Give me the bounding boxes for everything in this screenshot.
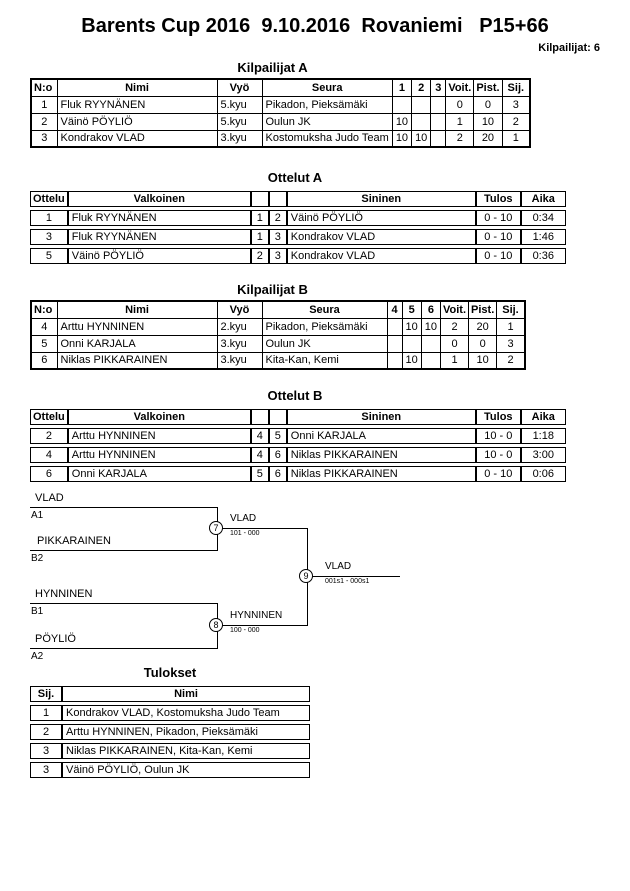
- table-row: [30, 724, 310, 740]
- section-title-ottelut-b: Ottelut B: [267, 388, 323, 403]
- table-ottelut-a: [30, 188, 566, 267]
- table-cell: Onni KARJALA: [68, 466, 251, 482]
- table-cell: [392, 96, 411, 113]
- column-header: Sininen: [287, 191, 476, 207]
- bracket-match-number: 9: [299, 569, 313, 583]
- table-cell: [412, 96, 431, 113]
- table-row: [30, 210, 566, 226]
- table-cell: 0: [441, 335, 469, 352]
- table-cell: 5: [30, 248, 68, 264]
- column-header: N:o: [31, 79, 57, 96]
- table-cell: 2: [30, 724, 62, 740]
- table-row: [31, 352, 525, 369]
- table-cell: 0 - 10: [476, 248, 521, 264]
- table-cell: 4: [251, 447, 269, 463]
- bracket-line: [217, 625, 307, 626]
- table-cell: 1: [251, 210, 269, 226]
- table-cell: Arttu HYNNINEN: [68, 428, 251, 444]
- table-cell: 0:36: [521, 248, 566, 264]
- table-cell: [402, 335, 421, 352]
- bracket-line: [217, 528, 307, 529]
- table-cell: Niklas PIKKARAINEN: [57, 352, 217, 369]
- column-header: Aika: [521, 191, 566, 207]
- table-cell: Fluk RYYNÄNEN: [68, 210, 251, 226]
- bracket-competitor-name: HYNNINEN: [35, 588, 93, 600]
- table-cell: 1:46: [521, 229, 566, 245]
- table-cell: [387, 318, 402, 335]
- section-title-kilpailijat-b: Kilpailijat B: [237, 282, 308, 297]
- table-tulokset: [30, 683, 310, 781]
- table-cell: Oulun JK: [262, 335, 387, 352]
- header-row: [30, 409, 566, 425]
- header-row: [30, 686, 310, 702]
- table-cell: 10: [402, 352, 421, 369]
- bracket-seed: B1: [31, 606, 44, 617]
- column-header: Sininen: [287, 409, 476, 425]
- table-cell: Kondrakov VLAD: [287, 248, 476, 264]
- table-cell: 0: [474, 96, 502, 113]
- table-cell: Oulun JK: [262, 113, 392, 130]
- table-cell: Väinö PÖYLIÖ: [287, 210, 476, 226]
- bracket-seed: B2: [31, 553, 44, 564]
- table-cell: 3: [502, 96, 530, 113]
- bracket-score: 100 - 000: [230, 627, 260, 634]
- table-cell: Kostomuksha Judo Team: [262, 130, 392, 147]
- table-cell: 3.kyu: [217, 352, 262, 369]
- bracket-match-number: 8: [209, 618, 223, 632]
- table-cell: [387, 335, 402, 352]
- table-cell: Onni KARJALA: [287, 428, 476, 444]
- table-cell: 2: [31, 113, 57, 130]
- bracket-line: [30, 648, 218, 649]
- table-cell: Kondrakov VLAD: [287, 229, 476, 245]
- column-header: Valkoinen: [68, 409, 251, 425]
- column-header: Tulos: [476, 191, 521, 207]
- table-cell: 1: [446, 113, 474, 130]
- table-cell: 3: [30, 762, 62, 778]
- column-header: Voit.: [441, 301, 469, 318]
- table-cell: Arttu HYNNINEN: [68, 447, 251, 463]
- bracket-winner-name: VLAD: [325, 561, 352, 572]
- table-cell: 6: [30, 466, 68, 482]
- table-cell: 2: [497, 352, 525, 369]
- bracket-competitor-name: VLAD: [35, 492, 64, 504]
- table-ottelut-b: [30, 406, 566, 485]
- table-cell: 3: [269, 248, 287, 264]
- table-cell: 2: [441, 318, 469, 335]
- table-cell: 10 - 0: [476, 447, 521, 463]
- table-cell: Kondrakov VLAD, Kostomuksha Judo Team: [62, 705, 310, 721]
- table-cell: 0:34: [521, 210, 566, 226]
- table-row: [31, 318, 525, 335]
- table-cell: 3.kyu: [217, 130, 262, 147]
- table-row: [30, 705, 310, 721]
- table-row: [30, 248, 566, 264]
- table-cell: 5.kyu: [217, 96, 262, 113]
- table-cell: 1: [251, 229, 269, 245]
- table-cell: 10: [421, 318, 440, 335]
- table-cell: 10 - 0: [476, 428, 521, 444]
- column-header: Aika: [521, 409, 566, 425]
- bracket-winner-name: VLAD: [230, 513, 257, 524]
- table-cell: Arttu HYNNINEN, Pikadon, Pieksämäki: [62, 724, 310, 740]
- table-row: [31, 335, 525, 352]
- table-cell: 0 - 10: [476, 229, 521, 245]
- table-cell: Fluk RYYNÄNEN: [68, 229, 251, 245]
- table-cell: 5: [31, 335, 57, 352]
- page-title: Barents Cup 2016 9.10.2016 Rovaniemi P15+66: [81, 15, 549, 37]
- table-cell: 0 - 10: [476, 210, 521, 226]
- column-header: N:o: [31, 301, 57, 318]
- table-cell: 10: [392, 130, 411, 147]
- column-header: Nimi: [57, 79, 217, 96]
- table-cell: 1: [30, 705, 62, 721]
- table-cell: 10: [412, 130, 431, 147]
- table-cell: 1:18: [521, 428, 566, 444]
- column-header: 4: [387, 301, 402, 318]
- table-cell: 6: [269, 466, 287, 482]
- column-header: Nimi: [62, 686, 310, 702]
- table-cell: Väinö PÖYLIÖ: [68, 248, 251, 264]
- bracket-line: [30, 507, 218, 508]
- table-cell: Pikadon, Pieksämäki: [262, 318, 387, 335]
- table-cell: 3:00: [521, 447, 566, 463]
- table-cell: 0: [446, 96, 474, 113]
- table-cell: [387, 352, 402, 369]
- table-cell: [431, 96, 446, 113]
- column-header: Ottelu: [30, 409, 68, 425]
- table-cell: 6: [31, 352, 57, 369]
- table-cell: Fluk RYYNÄNEN: [57, 96, 217, 113]
- table-cell: 20: [474, 130, 502, 147]
- table-row: [30, 447, 566, 463]
- bracket: [0, 485, 630, 661]
- table-cell: 2: [30, 428, 68, 444]
- table-kilpailijat-b: [30, 300, 526, 370]
- table-cell: Niklas PIKKARAINEN, Kita-Kan, Kemi: [62, 743, 310, 759]
- table-row: [31, 96, 530, 113]
- table-cell: 0: [469, 335, 497, 352]
- table-cell: 6: [269, 447, 287, 463]
- section-title-ottelut-a: Ottelut A: [267, 170, 323, 185]
- table-row: [30, 743, 310, 759]
- table-cell: 1: [502, 130, 530, 147]
- table-row: [30, 762, 310, 778]
- table-cell: Väinö PÖYLIÖ: [57, 113, 217, 130]
- column-header: 5: [402, 301, 421, 318]
- table-cell: Pikadon, Pieksämäki: [262, 96, 392, 113]
- header-row: [31, 79, 530, 96]
- section-title-tulokset: Tulokset: [143, 665, 197, 680]
- table-row: [30, 466, 566, 482]
- table-cell: 2: [251, 248, 269, 264]
- bracket-competitor-name: PIKKARAINEN: [37, 535, 111, 547]
- bracket-line: [30, 603, 218, 604]
- table-cell: Kondrakov VLAD: [57, 130, 217, 147]
- column-header: 6: [421, 301, 440, 318]
- column-header: Sij.: [502, 79, 530, 96]
- table-cell: [431, 130, 446, 147]
- bracket-seed: A1: [31, 510, 44, 521]
- column-header: Seura: [262, 301, 387, 318]
- column-header: Valkoinen: [68, 191, 251, 207]
- table-cell: 4: [251, 428, 269, 444]
- table-cell: [431, 113, 446, 130]
- column-header: Tulos: [476, 409, 521, 425]
- column-header: [251, 191, 269, 207]
- bracket-score: 001s1 - 000s1: [325, 578, 370, 585]
- column-header: Pist.: [474, 79, 502, 96]
- table-cell: Niklas PIKKARAINEN: [287, 447, 476, 463]
- column-header: Ottelu: [30, 191, 68, 207]
- competitor-count: Kilpailijat: 6: [538, 42, 600, 54]
- table-cell: 0:06: [521, 466, 566, 482]
- bracket-score: 101 - 000: [230, 530, 260, 537]
- column-header: 2: [412, 79, 431, 96]
- table-cell: 3: [31, 130, 57, 147]
- table-cell: 2: [446, 130, 474, 147]
- table-cell: 10: [392, 113, 411, 130]
- bracket-line: [30, 550, 218, 551]
- column-header: Sij.: [497, 301, 525, 318]
- table-cell: 2: [269, 210, 287, 226]
- table-cell: 4: [30, 447, 68, 463]
- column-header: 1: [392, 79, 411, 96]
- table-cell: 5.kyu: [217, 113, 262, 130]
- table-cell: 3: [30, 229, 68, 245]
- table-cell: 3: [30, 743, 62, 759]
- table-cell: 5: [269, 428, 287, 444]
- bracket-competitor-name: PÖYLIÖ: [35, 633, 76, 645]
- bracket-line: [307, 576, 400, 577]
- column-header: [251, 409, 269, 425]
- table-cell: 20: [469, 318, 497, 335]
- column-header: Vyö: [217, 79, 262, 96]
- table-cell: 0 - 10: [476, 466, 521, 482]
- table-cell: 1: [497, 318, 525, 335]
- table-cell: 3: [497, 335, 525, 352]
- column-header: Voit.: [446, 79, 474, 96]
- table-cell: 5: [251, 466, 269, 482]
- table-cell: Arttu HYNNINEN: [57, 318, 217, 335]
- bracket-seed: A2: [31, 651, 44, 662]
- column-header: [269, 409, 287, 425]
- column-header: 3: [431, 79, 446, 96]
- section-title-kilpailijat-a: Kilpailijat A: [237, 60, 308, 75]
- bracket-match-number: 7: [209, 521, 223, 535]
- column-header: Seura: [262, 79, 392, 96]
- table-row: [31, 130, 530, 147]
- table-cell: 10: [469, 352, 497, 369]
- table-cell: 1: [441, 352, 469, 369]
- table-cell: 10: [402, 318, 421, 335]
- table-cell: Onni KARJALA: [57, 335, 217, 352]
- table-cell: 2: [502, 113, 530, 130]
- table-cell: [412, 113, 431, 130]
- column-header: Vyö: [217, 301, 262, 318]
- table-row: [30, 428, 566, 444]
- table-cell: 10: [474, 113, 502, 130]
- table-cell: Väinö PÖYLIÖ, Oulun JK: [62, 762, 310, 778]
- table-cell: Kita-Kan, Kemi: [262, 352, 387, 369]
- bracket-winner-name: HYNNINEN: [230, 610, 283, 621]
- table-cell: 2.kyu: [217, 318, 262, 335]
- table-cell: 3.kyu: [217, 335, 262, 352]
- table-cell: 1: [31, 96, 57, 113]
- column-header: [269, 191, 287, 207]
- table-row: [31, 113, 530, 130]
- header-row: [30, 191, 566, 207]
- table-cell: 4: [31, 318, 57, 335]
- table-cell: 3: [269, 229, 287, 245]
- table-cell: [421, 352, 440, 369]
- table-cell: Niklas PIKKARAINEN: [287, 466, 476, 482]
- column-header: Sij.: [30, 686, 62, 702]
- table-cell: [421, 335, 440, 352]
- table-cell: 1: [30, 210, 68, 226]
- table-row: [30, 229, 566, 245]
- header-row: [31, 301, 525, 318]
- column-header: Nimi: [57, 301, 217, 318]
- column-header: Pist.: [469, 301, 497, 318]
- table-kilpailijat-a: [30, 78, 531, 148]
